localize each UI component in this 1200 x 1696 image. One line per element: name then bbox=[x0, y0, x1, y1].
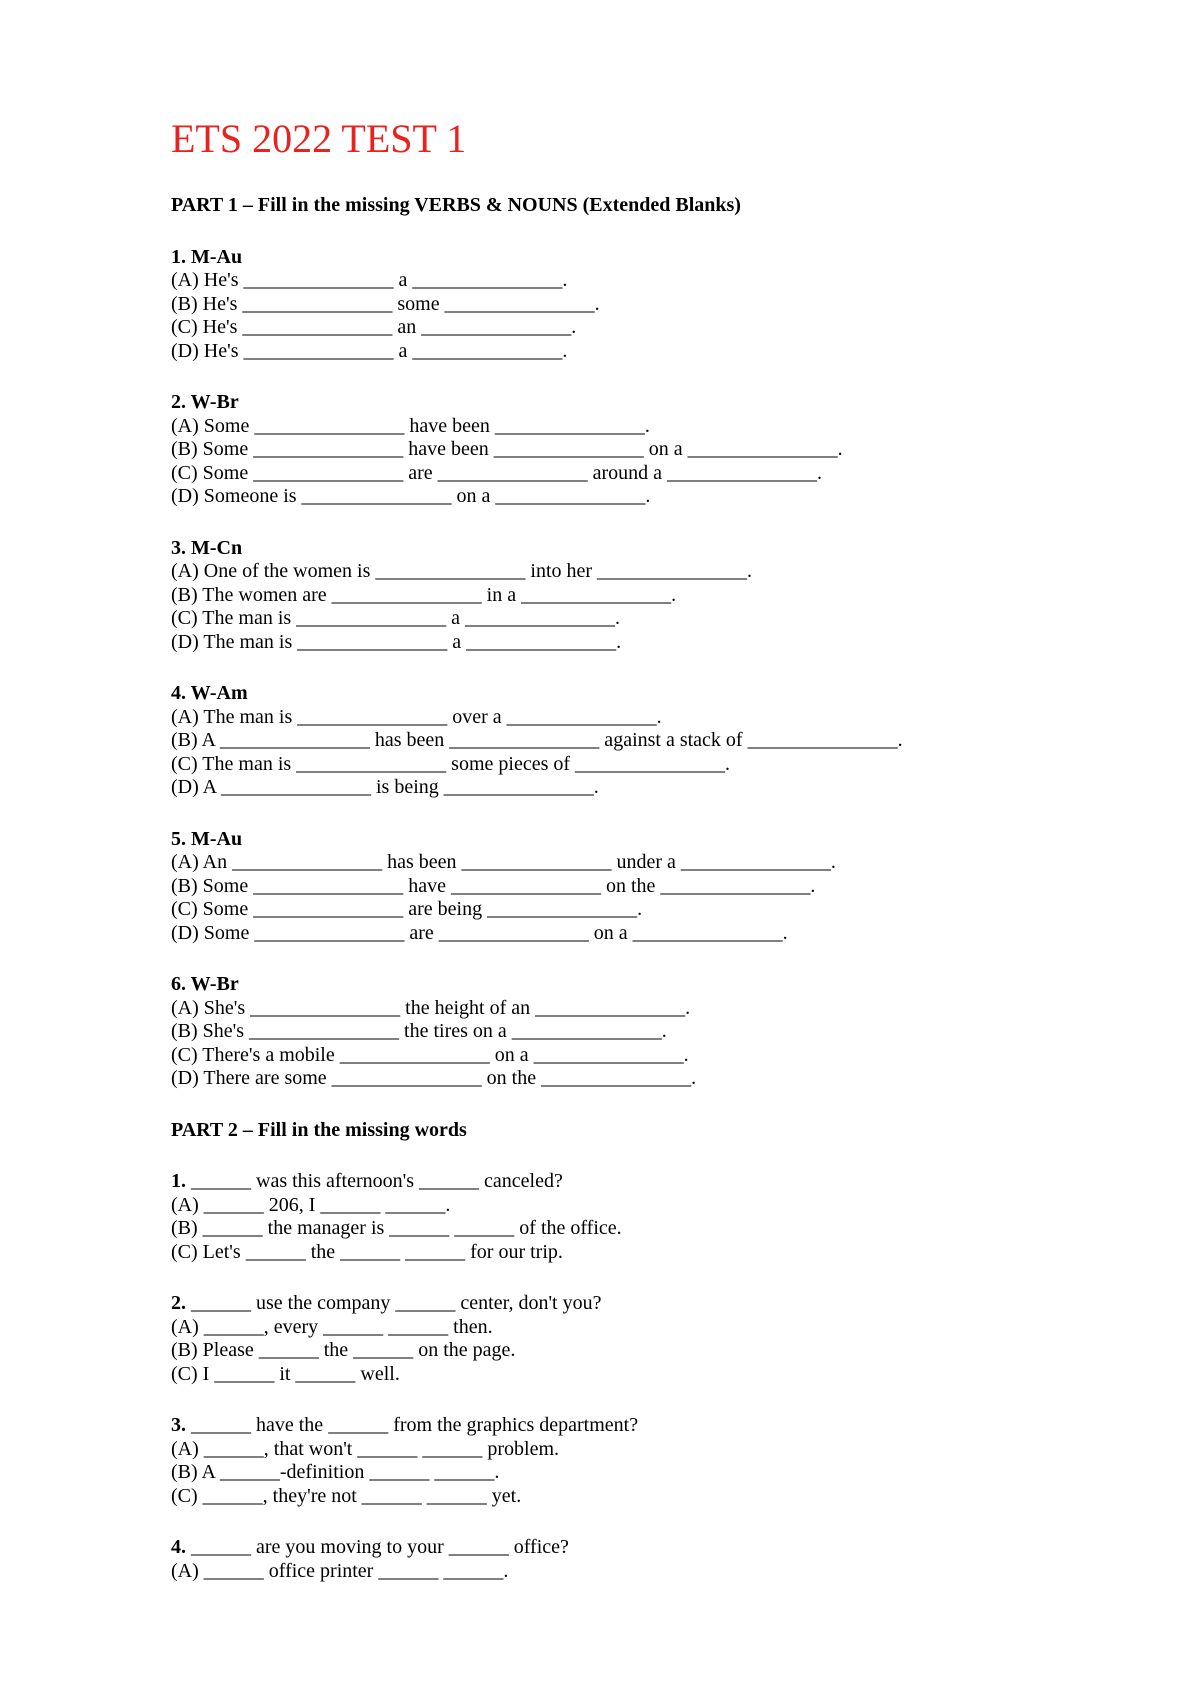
answer-option: (D) He's _______________ a _______________. bbox=[171, 339, 568, 362]
question-header bbox=[171, 1536, 1171, 1560]
question-text: ______ are you moving to your ______ office? bbox=[191, 1536, 569, 1558]
answer-option: (A) ______, that won't ______ ______ problem. bbox=[171, 1437, 560, 1460]
answer-option: (B) The women are _______________ in a _______________. bbox=[171, 583, 677, 606]
question-item bbox=[171, 682, 1171, 800]
answer-option: (A) The man is _______________ over a _______________. bbox=[171, 705, 662, 728]
part-2-questions bbox=[171, 1170, 1171, 1583]
answer-option: (A) ______ 206, I ______ ______. bbox=[171, 1193, 451, 1216]
question-header bbox=[171, 682, 1171, 706]
question-number: 3. bbox=[171, 1414, 186, 1436]
question-text: W-Br bbox=[190, 391, 239, 413]
answer-option: (C) ______, they're not ______ ______ yet. bbox=[171, 1484, 522, 1507]
question-header bbox=[171, 537, 1171, 561]
answer-option: (D) A _______________ is being _______________. bbox=[171, 776, 599, 798]
answer-option: (C) Some _______________ are _______________ around a _______________. bbox=[171, 461, 823, 484]
answer-option: (B) A _______________ has been _______________ against a stack of _______________. bbox=[171, 729, 903, 751]
answer-option: (B) Some _______________ have been _______________ on a _______________. bbox=[171, 438, 843, 460]
question-number: 1. bbox=[171, 245, 186, 268]
part-1-heading: PART 1 – Fill in the missing VERBS & NOUNS (Extended Blanks) bbox=[171, 194, 741, 216]
answer-option: (A) ______ office printer ______ ______. bbox=[171, 1559, 509, 1582]
answer-option: (C) There's a mobile _______________ on a _______________. bbox=[171, 1043, 689, 1066]
document-body bbox=[171, 194, 1171, 1583]
question-number: 1. bbox=[171, 1170, 186, 1192]
part-2-heading: PART 2 – Fill in the missing words bbox=[171, 1118, 467, 1141]
question-item bbox=[171, 1536, 1171, 1583]
question-header bbox=[171, 1414, 1171, 1438]
answer-option: (C) He's _______________ an _______________. bbox=[171, 316, 577, 338]
question-item bbox=[171, 828, 1171, 946]
answer-option: (A) An _______________ has been _______________ under a _______________. bbox=[171, 851, 836, 873]
question-number: 5. bbox=[171, 827, 186, 850]
question-text: ______ have the ______ from the graphics department? bbox=[191, 1414, 639, 1436]
answer-option: (A) He's _______________ a _______________. bbox=[171, 269, 568, 291]
question-number: 2. bbox=[171, 1292, 186, 1314]
answer-option: (A) ______, every ______ ______ then. bbox=[171, 1315, 493, 1338]
part-2-section bbox=[171, 1119, 1171, 1584]
answer-option: (D) The man is _______________ a _______________. bbox=[171, 630, 622, 653]
question-item bbox=[171, 391, 1171, 509]
answer-option: (C) Some _______________ are being _______________. bbox=[171, 898, 643, 920]
question-item bbox=[171, 537, 1171, 655]
question-header bbox=[171, 391, 1171, 415]
question-number: 4. bbox=[171, 1536, 186, 1558]
question-header bbox=[171, 828, 1171, 852]
question-item bbox=[171, 246, 1171, 364]
question-header bbox=[171, 246, 1171, 270]
answer-option: (B) He's _______________ some _______________. bbox=[171, 292, 600, 315]
question-text: ______ use the company ______ center, don't you? bbox=[191, 1292, 602, 1314]
answer-option: (B) A ______-definition ______ ______. bbox=[171, 1461, 500, 1483]
answer-option: (B) Some _______________ have _______________ on the _______________. bbox=[171, 874, 816, 897]
question-number: 6. bbox=[171, 973, 186, 995]
question-text: M-Cn bbox=[191, 536, 243, 559]
answer-option: (C) I ______ it ______ well. bbox=[171, 1362, 400, 1385]
document-title: ETS 2022 TEST 1 bbox=[171, 116, 467, 161]
answer-option: (A) She's _______________ the height of an _______________. bbox=[171, 996, 691, 1019]
answer-option: (D) There are some _______________ on the _______________. bbox=[171, 1067, 697, 1089]
question-item bbox=[171, 1170, 1171, 1264]
question-text: ______ was this afternoon's ______ canceled? bbox=[191, 1170, 563, 1192]
question-text: W-Am bbox=[190, 682, 248, 704]
answer-option: (B) Please ______ the ______ on the page. bbox=[171, 1339, 516, 1361]
answer-option: (D) Someone is _______________ on a _______________. bbox=[171, 485, 651, 507]
question-text: M-Au bbox=[191, 827, 243, 850]
answer-option: (C) The man is _______________ some pieces of _______________. bbox=[171, 752, 731, 775]
question-header bbox=[171, 1292, 1171, 1316]
question-number: 3. bbox=[171, 536, 186, 559]
question-number: 2. bbox=[171, 391, 186, 413]
answer-option: (A) One of the women is _______________ into her _______________. bbox=[171, 560, 753, 582]
question-item bbox=[171, 973, 1171, 1091]
answer-option: (B) She's _______________ the tires on a _______________. bbox=[171, 1020, 667, 1042]
answer-option: (B) ______ the manager is ______ ______ of the office. bbox=[171, 1217, 622, 1239]
answer-option: (A) Some _______________ have been _______________. bbox=[171, 414, 650, 437]
question-header bbox=[171, 973, 1171, 997]
part-1-questions bbox=[171, 246, 1171, 1091]
answer-option: (C) Let's ______ the ______ ______ for our trip. bbox=[171, 1240, 563, 1263]
question-text: M-Au bbox=[191, 245, 243, 268]
answer-option: (D) Some _______________ are _______________ on a _______________. bbox=[171, 921, 788, 944]
answer-option: (C) The man is _______________ a _______________. bbox=[171, 607, 621, 629]
part-1-section bbox=[171, 194, 1171, 1091]
question-item bbox=[171, 1414, 1171, 1508]
question-number: 4. bbox=[171, 682, 186, 704]
question-text: W-Br bbox=[190, 973, 239, 995]
question-item bbox=[171, 1292, 1171, 1386]
question-header bbox=[171, 1170, 1171, 1194]
